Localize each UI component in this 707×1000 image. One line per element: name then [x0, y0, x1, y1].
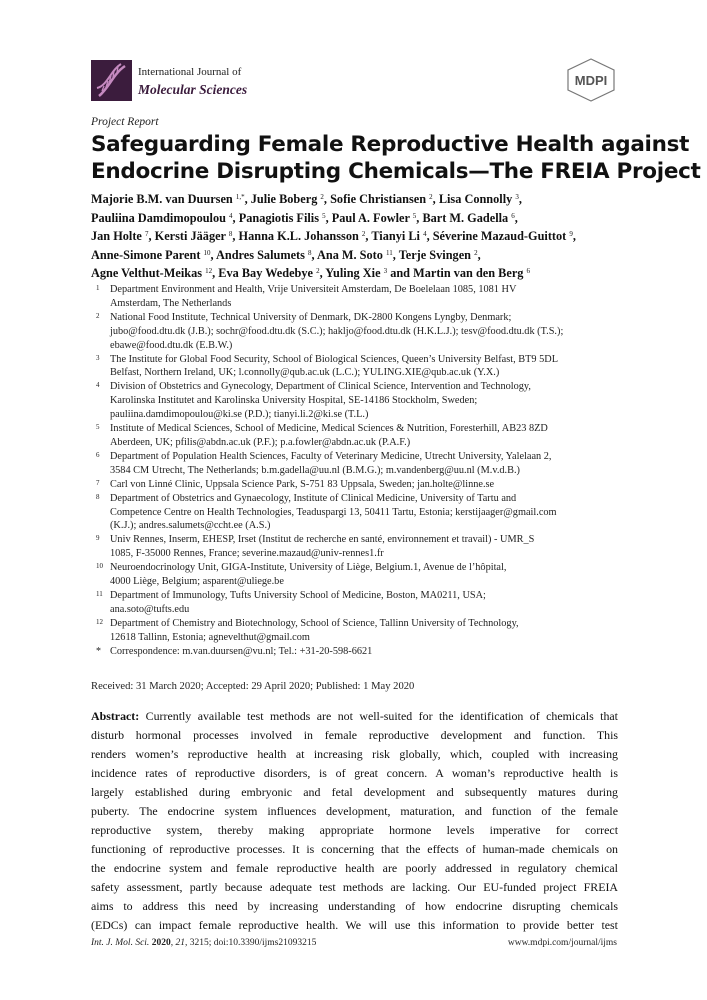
- affiliation-item: [91, 617, 631, 645]
- mdpi-logo-text: MDPI: [574, 73, 608, 88]
- author-name[interactable]: Jan Holte: [91, 229, 142, 244]
- affiliation-number: 6: [96, 450, 100, 459]
- affiliation-number: 4: [96, 381, 100, 390]
- author-affiliation-mark: 9: [569, 230, 573, 239]
- affiliation-line: jubo@food.dtu.dk (J.B.); sochr@food.dtu.dk (S.C.); hakljo@food.dtu.dk (H.K.L.J.); tesv@food.dtu.dk (T.S.);: [110, 325, 564, 337]
- author-name[interactable]: Kersti Jääger: [154, 229, 226, 244]
- affiliation-item: [91, 589, 631, 617]
- author-name[interactable]: Agne Velthut-Meikas: [91, 266, 203, 281]
- author-affiliation-mark: 2: [474, 248, 478, 257]
- affiliation-line: The Institute for Global Food Security, School of Biological Sciences, Queen’s University Belfast, BT9 5DL: [110, 353, 559, 365]
- author-name[interactable]: Eva Bay Wedebye: [218, 266, 314, 281]
- affiliation-line: Carl von Linné Clinic, Uppsala Science Park, S-751 83 Uppsala, Sweden; jan.holte@linne.se: [110, 478, 495, 490]
- affiliation-line: (K.J.); andres.salumets@ccht.ee (A.S.): [110, 520, 271, 532]
- author-affiliation-mark: 5: [322, 211, 326, 220]
- author-affiliation-mark: 4: [423, 230, 427, 239]
- citation-year: 2020: [151, 938, 171, 948]
- abstract-line: reproductive system, thereby making appropriate hormone levels imperative for correct: [91, 823, 618, 837]
- author-affiliation-mark: 8: [308, 248, 312, 257]
- affiliation-item: [91, 533, 631, 561]
- author-name[interactable]: Sofie Christiansen: [330, 192, 427, 206]
- author-affiliation-mark: 3: [383, 267, 388, 276]
- affiliation-line: pauliina.damdimopoulou@ki.se (P.D.); tianyi.li.2@ki.se (T.L.): [110, 409, 369, 421]
- citation-volume: 21: [175, 938, 185, 948]
- author-line: Jan Holte $^7$, Kersti Jääger $^8$, Hanna K.L. Johansson $^2$, Tianyi Li $^4$, Séverine Mazaud-Guittot $^9$,: [91, 229, 576, 244]
- author-affiliation-mark: 12: [205, 267, 213, 276]
- abstract-label: Abstract:: [91, 709, 140, 723]
- author-affiliation-mark: 5: [412, 211, 417, 220]
- abstract-line: the endocrine system and female reproductive health are poorly addressed in regulatory chemical: [91, 861, 618, 875]
- journal-name-line2: Molecular Sciences: [138, 82, 248, 97]
- affiliation-line: Department of Obstetrics and Gynaecology, Institute of Clinical Medicine, University of Tartu and: [110, 492, 517, 504]
- journal-logo: [91, 60, 132, 101]
- author-affiliation-mark: 2: [320, 193, 324, 201]
- affiliation-item: [91, 450, 631, 478]
- affiliation-line: Amsterdam, The Netherlands: [110, 297, 232, 309]
- abstract-line: aims to address this need by increasing understanding of how endocrine disrupting chemicals: [91, 899, 618, 913]
- author-affiliation-mark: 3: [515, 193, 519, 201]
- affiliation-line: Department of Population Health Sciences, Faculty of Veterinary Medicine, Utrecht University, Yalelaan 2,: [110, 450, 552, 462]
- author-name[interactable]: Paul A. Fowler: [331, 210, 410, 225]
- author-line: Majorie B.M. van Duursen $^{1,*}$, Julie Boberg $^2$, Sofie Christiansen $^2$, Lisa Connolly $^3$,: [91, 192, 522, 206]
- author-name[interactable]: Bart M. Gadella: [422, 210, 509, 225]
- abstract-line: disturb hormonal processes involved in female reproductive development and function. This: [91, 728, 618, 742]
- abstract-line: (EDCs) can impact female reproductive health. We will use this information to provide better test: [91, 918, 618, 932]
- author-affiliation-mark: 7: [144, 230, 149, 239]
- affiliation-line: Department of Immunology, Tufts University School of Medicine, Boston, MA0211, USA;: [110, 589, 486, 601]
- article-type: Project Report: [91, 116, 159, 128]
- affiliation-number: 12: [96, 617, 103, 626]
- affiliation-line: ana.soto@tufts.edu: [110, 603, 190, 615]
- affiliation-number: 7: [96, 478, 100, 487]
- abstract-line: renders women’s reproductive health at increasing risk globally, which, coupled with increasing: [91, 747, 618, 761]
- affiliation-number: *: [96, 645, 101, 657]
- journal-name-line1: International Journal of: [138, 66, 242, 78]
- author-line: Pauliina Damdimopoulou $^4$, Panagiotis Filis $^5$, Paul A. Fowler $^5$, Bart M. Gadella $^6$,: [91, 210, 518, 225]
- author-name[interactable]: Tianyi Li: [371, 229, 420, 244]
- author-affiliation-mark: 10: [203, 248, 211, 257]
- author-name[interactable]: Ana M. Soto: [316, 247, 383, 262]
- affiliation-item: [91, 492, 631, 534]
- title-line: Endocrine Disrupting Chemicals—The FREIA Project: [91, 159, 701, 184]
- author-affiliation-mark: 8: [228, 230, 233, 239]
- abstract-line: functioning of reproductive processes. It is concerning that the effects of human-made chemicals on: [91, 842, 618, 856]
- affiliation-list: [91, 283, 631, 658]
- author-affiliation-mark: 1,*: [235, 193, 245, 201]
- affiliation-number: 11: [96, 589, 103, 598]
- affiliation-line: 12618 Tallinn, Estonia; agnevelthut@gmail.com: [110, 631, 310, 643]
- author-name[interactable]: Hanna K.L. Johansson: [238, 229, 359, 244]
- affiliation-item: [91, 478, 631, 492]
- affiliation-number: 10: [96, 562, 103, 571]
- mdpi-logo: [566, 58, 616, 102]
- affiliation-number: 2: [96, 311, 100, 320]
- affiliation-line: 1085, F-35000 Rennes, France; severine.mazaud@univ-rennes1.fr: [110, 548, 384, 560]
- affiliation-line: Department Environment and Health, Vrije Universiteit Amsterdam, De Boelelaan 1085, 1081 HV: [110, 284, 517, 295]
- affiliation-number: 8: [96, 492, 100, 501]
- affiliation-line: Institute of Medical Sciences, School of Medicine, Medical Sciences & Nutrition, Foresterhill, AB23 8ZD: [110, 423, 548, 435]
- author-affiliation-mark: 6: [526, 267, 531, 276]
- author-affiliation-mark: 4: [229, 211, 233, 220]
- journal-url[interactable]: www.mdpi.com/journal/ijms: [507, 938, 617, 948]
- author-line: Anne-Simone Parent $^{10}$, Andres Salumets $^8$, Ana M. Soto $^{11}$, Terje Svingen $^2$,: [91, 247, 481, 262]
- author-line: Agne Velthut-Meikas $^{12}$, Eva Bay Wedebye $^2$, Yuling Xie $^3$ and Martin van den Berg $^6$: [91, 266, 531, 281]
- author-name[interactable]: Terje Svingen: [398, 247, 471, 262]
- abstract-line: incidence rates of reproductive disorders, is of great concern. A woman’s reproductive health is: [91, 766, 618, 780]
- author-name[interactable]: Yuling Xie: [325, 266, 381, 281]
- paper-title: [91, 131, 701, 185]
- affiliation-line: Aberdeen, UK; pfilis@abdn.ac.uk (P.F.); p.a.fowler@abdn.ac.uk (P.A.F.): [110, 436, 411, 448]
- affiliation-number: 1: [96, 284, 100, 292]
- affiliation-item: [91, 283, 631, 311]
- author-affiliation-mark: 6: [511, 211, 515, 220]
- author-affiliation-mark: 11: [386, 248, 393, 257]
- affiliation-item: [91, 353, 631, 381]
- affiliation-line: ebawe@food.dtu.dk (E.B.W.): [110, 339, 233, 351]
- author-name[interactable]: Julie Boberg: [250, 192, 318, 206]
- affiliation-item: [91, 645, 631, 659]
- affiliation-item: [91, 561, 631, 589]
- author-name[interactable]: Lisa Connolly: [438, 192, 513, 206]
- affiliation-line: Competence Centre on Health Technologies, Teaduspargi 13, 50411 Tartu, Estonia; kerstijaager@gmail.com: [110, 506, 557, 518]
- affiliation-line: Department of Chemistry and Biotechnology, School of Science, Tallinn University of Technology,: [110, 617, 519, 629]
- abstract-line: safety assessment, partly because adequate test methods are lacking. Our EU-funded project FREIA: [91, 880, 618, 894]
- affiliation-line: Karolinska Institutet and Karolinska University Hospital, SE-14186 Stockholm, Sweden;: [110, 395, 478, 407]
- author-name[interactable]: Panagiotis Filis: [238, 210, 319, 225]
- author-affiliation-mark: 2: [316, 267, 320, 276]
- dna-helix-icon: [91, 60, 132, 101]
- citation-footer: Int. J. Mol. Sci. 2020, 21, 3215; doi:10.3390/ijms21093215: [91, 938, 317, 948]
- author-name[interactable]: Martin van den Berg: [413, 266, 524, 281]
- title-line: Safeguarding Female Reproductive Health against: [91, 132, 690, 157]
- abstract: [91, 707, 618, 935]
- affiliation-line: 4000 Liège, Belgium; asparent@uliege.be: [110, 576, 284, 588]
- abstract-line: largely established during embryonic and fetal development and subsequently matures during: [91, 785, 618, 799]
- journal-abbrev: Int. J. Mol. Sci.: [91, 938, 150, 948]
- affiliation-line: Belfast, Northern Ireland, UK; l.connolly@qub.ac.uk (L.C.); YULING.XIE@qub.ac.uk (Y.X.): [110, 367, 500, 379]
- author-name[interactable]: Séverine Mazaud-Guittot: [432, 229, 567, 244]
- affiliation-number: 3: [96, 353, 100, 362]
- author-affiliation-mark: 2: [361, 230, 366, 239]
- affiliation-item: [91, 380, 631, 422]
- author-name[interactable]: Pauliina Damdimopoulou: [91, 210, 226, 225]
- affiliation-number: 5: [96, 423, 100, 432]
- affiliation-item: [91, 422, 631, 450]
- author-affiliation-mark: 2: [429, 193, 433, 201]
- publication-dates: Received: 31 March 2020; Accepted: 29 April 2020; Published: 1 May 2020: [91, 681, 415, 692]
- author-name[interactable]: Anne-Simone Parent: [91, 247, 201, 262]
- affiliation-number: 9: [96, 534, 100, 543]
- affiliation-line: National Food Institute, Technical University of Denmark, DK-2800 Kongens Lyngby, Denmark;: [110, 311, 512, 323]
- author-name[interactable]: Majorie B.M. van Duursen: [91, 192, 233, 206]
- abstract-line: Abstract: Currently available test methods are not well-suited for the identification of chemicals that: [91, 709, 618, 723]
- affiliation-item: [91, 311, 631, 353]
- author-list: [91, 190, 576, 283]
- affiliation-line: 3584 CM Utrecht, The Netherlands; b.m.gadella@uu.nl (B.M.G.); m.vandenberg@uu.nl (M.v.d.B.): [110, 464, 520, 476]
- abstract-line: puberty. The endocrine system influences development, maturation, and function of the female: [91, 804, 618, 818]
- citation-doi: , 3215; doi:10.3390/ijms21093215: [184, 938, 317, 948]
- affiliation-line: Neuroendocrinology Unit, GIGA-Institute, University of Liège, Belgium.1, Avenue de l’hôpital,: [110, 562, 507, 574]
- affiliation-line: Univ Rennes, Inserm, EHESP, Irset (Institut de recherche en santé, environnement et travail) - UMR_S: [110, 534, 535, 546]
- affiliation-line: Division of Obstetrics and Gynecology, Department of Clinical Science, Intervention and Technology,: [110, 381, 531, 393]
- affiliation-line: Correspondence: m.van.duursen@vu.nl; Tel.: +31-20-598-6621: [110, 645, 373, 657]
- author-name[interactable]: Andres Salumets: [215, 247, 305, 262]
